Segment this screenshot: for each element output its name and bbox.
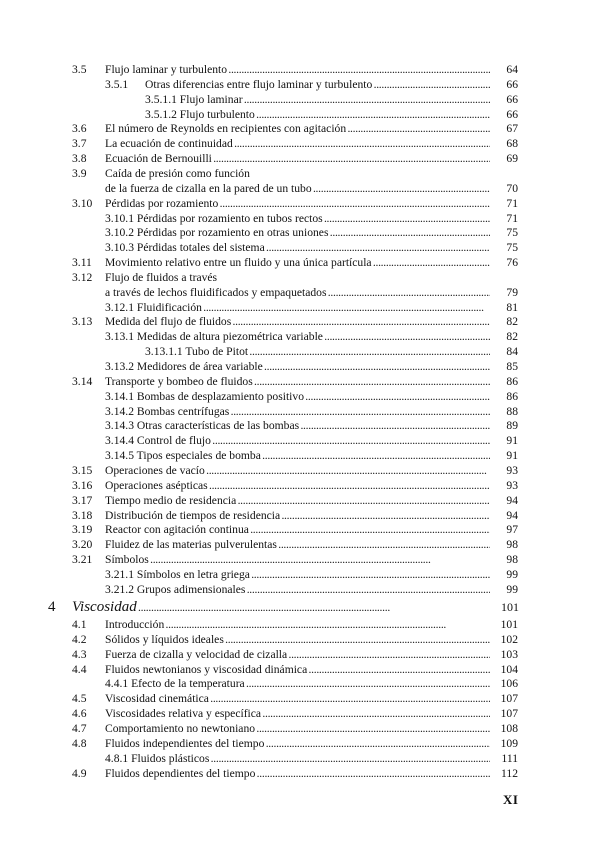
- toc-entry-page: 79: [506, 285, 518, 299]
- toc-entry-page: 75: [506, 241, 518, 255]
- toc-entry-page: 71: [506, 196, 518, 210]
- toc-entry: [72, 167, 518, 181]
- toc-entry-title: Operaciones asépticas . . .: [105, 479, 490, 493]
- toc-entry: [72, 330, 518, 344]
- toc-entry-number: 3.18: [72, 508, 93, 522]
- toc-entry-number: 3.14: [72, 374, 93, 388]
- toc-entry-page: 86: [506, 374, 518, 388]
- page-folio: XI: [503, 792, 519, 807]
- toc-entry-page: 66: [506, 77, 518, 91]
- toc-entry-page: 104: [500, 662, 518, 676]
- toc-entry: [72, 692, 518, 706]
- toc-entry-title: El número de Reynolds en recipientes con agitación . . .: [105, 122, 490, 136]
- toc-entry-title: Fuerza de cizalla y velocidad de cizalla . . .: [105, 648, 490, 662]
- toc-entry-title: 3.5.1.2 Flujo turbulento . . .: [145, 108, 490, 122]
- toc-entry-title: 3.10.3 Pérdidas totales del sistema . . .: [105, 241, 490, 255]
- toc-entry-page: 103: [500, 647, 518, 661]
- toc-entry-page: 66: [506, 107, 518, 121]
- toc-entry: [72, 677, 518, 691]
- toc-entry-page: 91: [506, 449, 518, 463]
- toc-entry-number: 3.6: [72, 122, 87, 136]
- toc-entry-title: Reactor con agitación continua . . .: [105, 523, 490, 537]
- toc-entry: [72, 479, 518, 493]
- toc-entry-title: Flujo laminar y turbulento . . .: [105, 63, 490, 77]
- toc-entry-page: 69: [506, 152, 518, 166]
- toc-entry: [72, 509, 518, 523]
- toc-entry-number: 3.5: [72, 63, 87, 76]
- toc-entry-title: Fluidos dependientes del tiempo . . .: [105, 767, 490, 781]
- toc-entry-title: Sólidos y líquidos ideales . . .: [105, 633, 490, 647]
- toc-entry-page: 81: [506, 300, 518, 314]
- toc-entry-number: 3.20: [72, 538, 93, 552]
- chapter-number: 4: [48, 599, 56, 615]
- toc-entry: [72, 752, 518, 766]
- toc-entry-number: 4.2: [72, 632, 87, 646]
- toc-entry-title: Medida del flujo de fluidos . . .: [105, 315, 490, 329]
- toc-entry: [72, 182, 518, 196]
- toc-entry-page: 99: [506, 582, 518, 596]
- toc-entry-page: 75: [506, 226, 518, 240]
- toc-entry-title: 4.8.1 Fluidos plásticos . . .: [105, 752, 490, 766]
- toc-entry: [72, 256, 518, 270]
- toc-entry-title: Fluidos independientes del tiempo . . .: [105, 737, 490, 751]
- toc-entry-number: 3.15: [72, 463, 93, 477]
- toc-entry-page: 86: [506, 389, 518, 403]
- toc-entry: [72, 315, 518, 329]
- toc-entry-number: 3.11: [72, 256, 92, 270]
- toc-entry: [72, 663, 518, 677]
- toc-entry-number: 3.21: [72, 553, 93, 567]
- toc-entry: [72, 93, 518, 107]
- toc-entry-page: 107: [500, 692, 518, 706]
- toc-entry: [72, 271, 518, 285]
- toc-entry: [72, 197, 518, 211]
- toc-entry-page: 93: [506, 463, 518, 477]
- toc-entry-number: 4.7: [72, 721, 87, 735]
- toc-entry: [72, 108, 518, 122]
- toc-entry-title: Fluidez de las materias pulverulentas . . .: [105, 538, 490, 552]
- toc-entry-number: 4.6: [72, 707, 87, 721]
- toc-entry: [72, 464, 518, 478]
- toc-entry: [72, 405, 518, 419]
- toc-entry-page: 94: [506, 508, 518, 522]
- toc-entry-page: 108: [500, 721, 518, 735]
- toc-entry: [72, 390, 518, 404]
- toc-entry-page: 93: [506, 478, 518, 492]
- toc-entry-title: 4.4.1 Efecto de la temperatura . . .: [105, 677, 490, 691]
- toc-entry: [72, 375, 518, 389]
- toc-entry-page: 99: [506, 567, 518, 581]
- toc-entry: [72, 722, 518, 736]
- toc-entry: [72, 137, 518, 151]
- toc-entry-title: Pérdidas por rozamiento . . .: [105, 197, 490, 211]
- toc-entry: [72, 553, 518, 567]
- toc-entry-number: 3.7: [72, 137, 87, 151]
- toc-entry-page: 101: [500, 618, 518, 631]
- toc-entry-page: 70: [506, 181, 518, 195]
- toc-entry-page: 89: [506, 419, 518, 433]
- toc-entry-title: a través de lechos fluidificados y empaquetados . . .: [105, 286, 490, 300]
- toc-entry-title: Flujo de fluidos a través: [105, 270, 218, 284]
- toc-entry-page: 97: [506, 523, 518, 537]
- toc-entry-page: 106: [500, 677, 518, 691]
- toc-entry: [72, 618, 518, 632]
- toc-entry-title: Distribución de tiempos de residencia . . .: [105, 509, 490, 523]
- toc-entry: [72, 737, 518, 751]
- toc-entry-title: 3.13.1.1 Tubo de Pitot . . .: [145, 345, 490, 359]
- toc-entry-title: Viscosidad cinemática . . .: [105, 692, 490, 706]
- toc-entry-page: 84: [506, 345, 518, 359]
- toc-entry-number: 4.3: [72, 647, 87, 661]
- toc-entry-title: Movimiento relativo entre un fluido y una única partícula . . .: [105, 256, 490, 270]
- toc-entry: [72, 633, 518, 647]
- toc-entry: [72, 523, 518, 537]
- toc-entry-title: Caída de presión como función: [105, 166, 250, 180]
- toc-entry: [72, 434, 518, 448]
- toc-entry-number: 3.8: [72, 152, 87, 166]
- toc-entry-title: 3.14.2 Bombas centrífugas . . .: [105, 405, 490, 419]
- toc-entry: [72, 286, 518, 300]
- toc-entry: [72, 226, 518, 240]
- toc-entry-page: 82: [506, 315, 518, 329]
- toc-entry: [72, 212, 518, 226]
- toc-entry: [72, 707, 518, 721]
- toc-entry-page: 107: [500, 707, 518, 721]
- toc-entry-title: 3.10.1 Pérdidas por rozamiento en tubos rectos . . .: [105, 212, 490, 226]
- toc-entry-page: 67: [506, 122, 518, 136]
- toc-entry-page: 98: [506, 538, 518, 552]
- toc-entry: [72, 449, 518, 463]
- toc-entry-page: 71: [506, 211, 518, 225]
- toc-entry-page: 102: [500, 632, 518, 646]
- toc-entry-number: 4.5: [72, 692, 87, 706]
- toc-entry: [72, 241, 518, 255]
- toc-entry: [72, 538, 518, 552]
- toc-entry-title: Viscosidades relativa y específica . . .: [105, 707, 490, 721]
- toc-entry-number: 3.17: [72, 493, 93, 507]
- toc-entry-title: Símbolos . . .: [105, 553, 490, 567]
- toc-entry-title: Comportamiento no newtoniano . . .: [105, 722, 490, 736]
- toc-entry: [72, 345, 518, 359]
- chapter-page: 101: [501, 600, 519, 614]
- toc-entry-title: Tiempo medio de residencia . . .: [105, 494, 490, 508]
- toc-entry-title: 3.21.2 Grupos adimensionales . . .: [105, 583, 490, 597]
- toc-entry-title: Operaciones de vacío . . .: [105, 464, 490, 478]
- toc-entry-number: 3.16: [72, 478, 93, 492]
- toc-entry-page: 109: [500, 736, 518, 750]
- toc-entry: [72, 583, 518, 597]
- toc-entry-title: Otras diferencias entre flujo laminar y turbulento . . .: [145, 78, 490, 92]
- toc-entry-number: 3.5.1: [105, 77, 129, 91]
- toc-entry-page: 98: [506, 553, 518, 567]
- toc-entry-title: 3.14.4 Control de flujo . . .: [105, 434, 490, 448]
- chapter-heading-row: [48, 598, 519, 616]
- toc-entry-page: 82: [506, 330, 518, 344]
- toc-entry-title: de la fuerza de cizalla en la pared de un tubo . . .: [105, 182, 490, 196]
- toc-entry-page: 91: [506, 434, 518, 448]
- toc-entry-title: 3.14.3 Otras características de las bombas . . .: [105, 419, 490, 433]
- toc-entry-page: 68: [506, 137, 518, 151]
- toc-entry-title: 3.5.1.1 Flujo laminar . . .: [145, 93, 490, 107]
- toc-entry-title: 3.10.2 Pérdidas por rozamiento en otras uniones . . .: [105, 226, 490, 240]
- toc-entry-title: 3.21.1 Símbolos en letra griega . . .: [105, 568, 490, 582]
- toc-entry: [72, 648, 518, 662]
- toc-entry-page: 94: [506, 493, 518, 507]
- toc-entry-page: 111: [501, 751, 518, 765]
- toc-entry: [72, 301, 518, 315]
- toc-entry: [72, 767, 518, 781]
- toc-entry-number: 4.4: [72, 662, 87, 676]
- chapter-title: Viscosidad . . .: [72, 598, 493, 617]
- toc-entry: [72, 568, 518, 582]
- toc-entry-number: 4.1: [72, 618, 87, 631]
- toc-entry-title: Ecuación de Bernouilli . . .: [105, 152, 490, 166]
- toc-entry-page: 85: [506, 360, 518, 373]
- toc-entry-number: 4.8: [72, 736, 87, 750]
- toc-entry: [72, 122, 518, 136]
- toc-entry-title: Introducción . . .: [105, 618, 490, 632]
- toc-entry: [72, 360, 518, 374]
- toc-entry-title: 3.14.1 Bombas de desplazamiento positivo . . .: [105, 390, 490, 404]
- toc-entry: [72, 152, 518, 166]
- toc-entry-title: 3.13.2 Medidores de área variable . . .: [105, 360, 490, 374]
- toc-entry-title: Transporte y bombeo de fluidos . . .: [105, 375, 490, 389]
- toc-entry: [72, 78, 518, 92]
- toc-entry: [72, 419, 518, 433]
- toc-entry-number: 3.12: [72, 270, 93, 284]
- toc-entry-title: Fluidos newtonianos y viscosidad dinámica . . .: [105, 663, 490, 677]
- toc-entry-number: 3.9: [72, 166, 87, 180]
- toc-entry: [72, 494, 518, 508]
- toc-entry-title: La ecuación de continuidad . . .: [105, 137, 490, 151]
- toc-entry-number: 3.19: [72, 523, 93, 537]
- toc-entry: [72, 63, 518, 77]
- toc-entry-number: 4.9: [72, 766, 87, 780]
- toc-entry-page: 88: [506, 404, 518, 418]
- toc-entry-page: 66: [506, 92, 518, 106]
- toc-entry-page: 112: [501, 766, 518, 780]
- toc-entry-page: 76: [506, 256, 518, 270]
- toc-entry-number: 3.13: [72, 315, 93, 329]
- toc-entry-title: 3.12.1 Fluidificación . . .: [105, 301, 490, 315]
- toc-entry-title: 3.14.5 Tipos especiales de bomba . . .: [105, 449, 490, 463]
- toc-entry-number: 3.10: [72, 196, 93, 210]
- toc-entry-page: 64: [506, 63, 518, 76]
- toc-entry-title: 3.13.1 Medidas de altura piezométrica variable . . .: [105, 330, 490, 344]
